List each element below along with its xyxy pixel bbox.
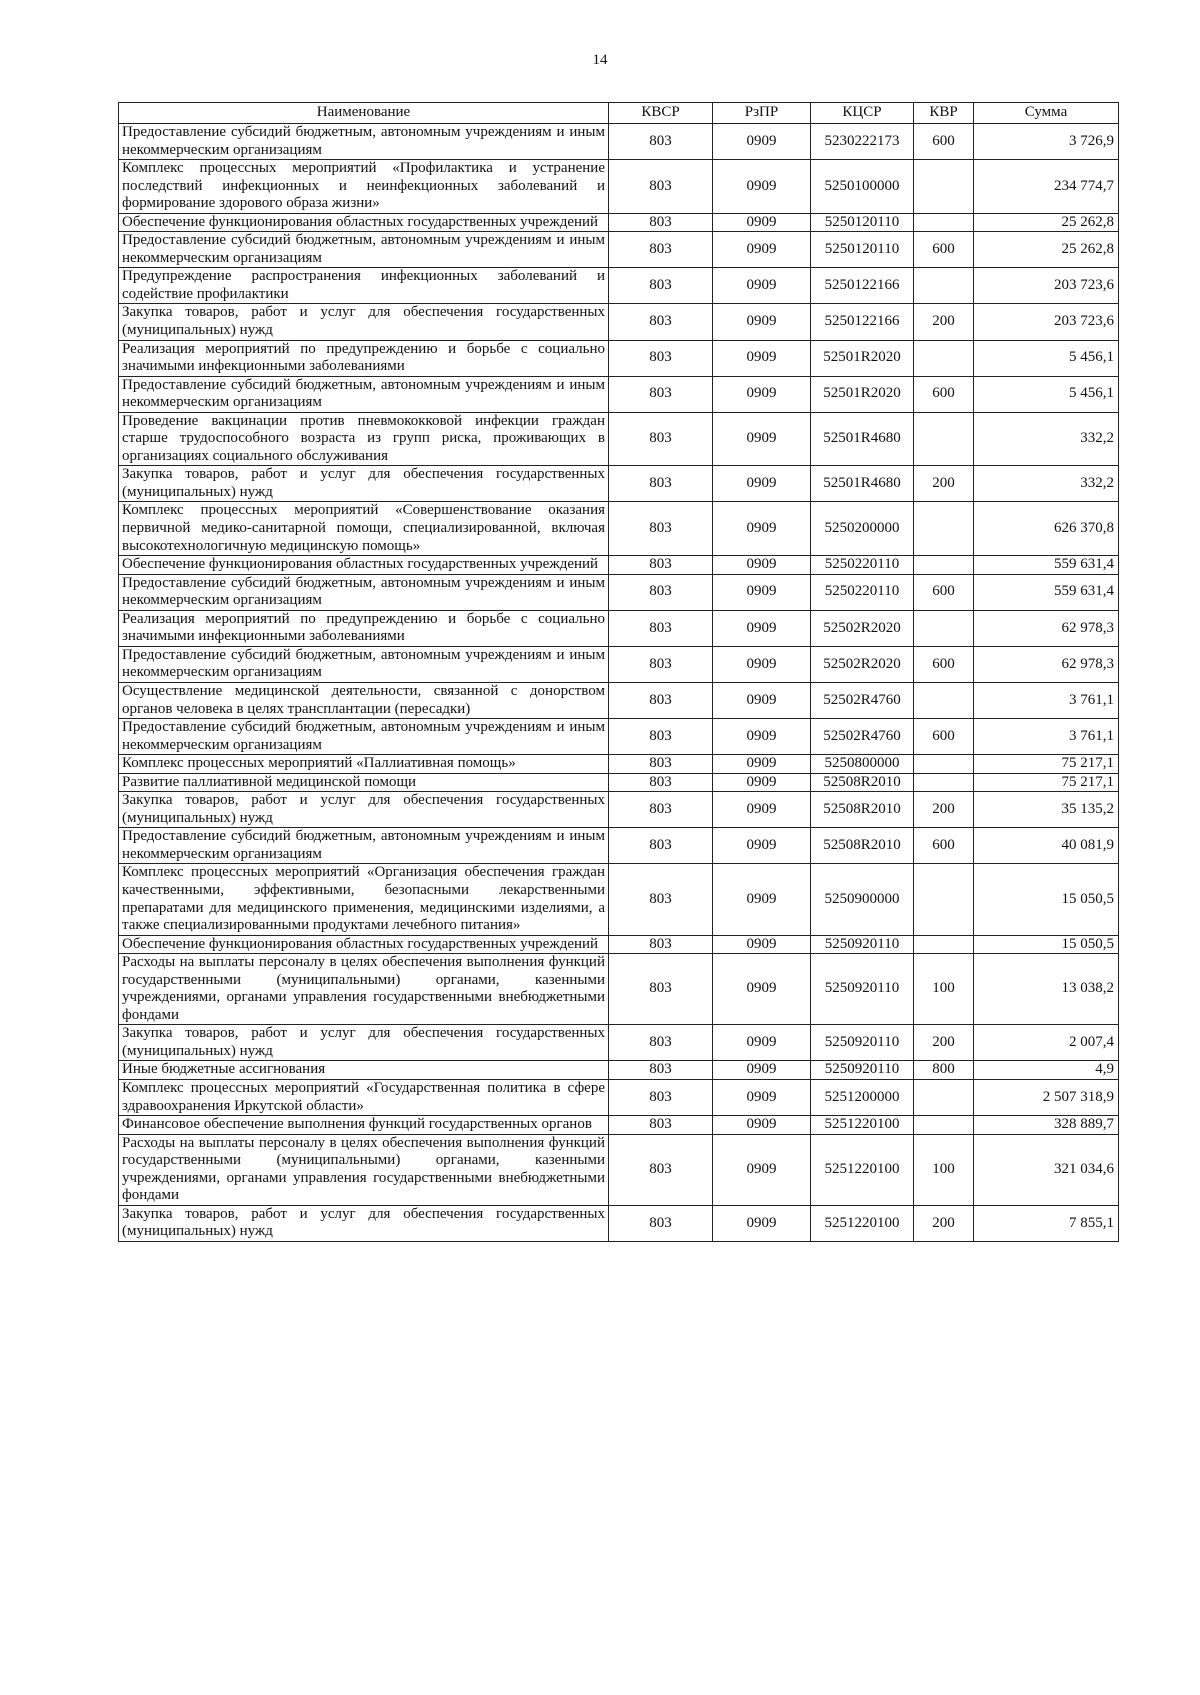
header-rzpr: РзПР (713, 103, 811, 124)
table-row (119, 954, 1119, 1025)
cell-kvsr: 803 (609, 268, 713, 304)
table-row (119, 755, 1119, 774)
header-sum: Сумма (974, 103, 1119, 124)
table-row (119, 1205, 1119, 1241)
cell-rzpr: 0909 (713, 773, 811, 792)
cell-rzpr: 0909 (713, 232, 811, 268)
cell-rzpr: 0909 (713, 864, 811, 935)
cell-kcsr: 52501R4680 (811, 412, 914, 466)
cell-kvr: 200 (914, 792, 974, 828)
header-kvsr: КВСР (609, 103, 713, 124)
cell-rzpr: 0909 (713, 160, 811, 214)
cell-rzpr: 0909 (713, 1079, 811, 1115)
table-row (119, 340, 1119, 376)
cell-rzpr: 0909 (713, 376, 811, 412)
cell-kvsr: 803 (609, 646, 713, 682)
cell-kcsr: 52508R2010 (811, 828, 914, 864)
cell-kvsr: 803 (609, 376, 713, 412)
cell-name: Обеспечение функционирования областных государственных учреждений (119, 213, 609, 232)
cell-kvr: 200 (914, 466, 974, 502)
cell-sum: 2 007,4 (974, 1025, 1119, 1061)
cell-sum: 328 889,7 (974, 1116, 1119, 1135)
cell-kvsr: 803 (609, 682, 713, 718)
cell-kcsr: 52502R2020 (811, 646, 914, 682)
cell-name: Предупреждение распространения инфекционных заболеваний и содействие профилактики (119, 268, 609, 304)
cell-rzpr: 0909 (713, 1134, 811, 1205)
cell-kcsr: 5250120110 (811, 232, 914, 268)
cell-name: Комплекс процессных мероприятий «Государственная политика в сфере здравоохранения Иркутской области» (119, 1079, 609, 1115)
cell-name: Обеспечение функционирования областных государственных учреждений (119, 556, 609, 575)
cell-kvsr: 803 (609, 160, 713, 214)
cell-kvr: 600 (914, 574, 974, 610)
cell-rzpr: 0909 (713, 340, 811, 376)
cell-kvsr: 803 (609, 1061, 713, 1080)
cell-name: Комплекс процессных мероприятий «Совершенствование оказания первичной медико-санитарной помощи, специализированной, включая высокотехнологичную медицинскую помощь» (119, 502, 609, 556)
table-row (119, 466, 1119, 502)
cell-name: Развитие паллиативной медицинской помощи (119, 773, 609, 792)
table-header-row (119, 103, 1119, 124)
cell-sum: 626 370,8 (974, 502, 1119, 556)
cell-sum: 3 761,1 (974, 719, 1119, 755)
cell-rzpr: 0909 (713, 574, 811, 610)
table-row (119, 1134, 1119, 1205)
cell-kvr (914, 556, 974, 575)
cell-name: Расходы на выплаты персоналу в целях обеспечения выполнения функций государственными (муниципальными) органами, казенными учреждениями, органами управления государственными внебюджетными фондами (119, 954, 609, 1025)
cell-kcsr: 5250920110 (811, 1061, 914, 1080)
table-row (119, 935, 1119, 954)
cell-kvsr: 803 (609, 466, 713, 502)
cell-kvsr: 803 (609, 1025, 713, 1061)
cell-name: Закупка товаров, работ и услуг для обеспечения государственных (муниципальных) нужд (119, 1025, 609, 1061)
cell-name: Закупка товаров, работ и услуг для обеспечения государственных (муниципальных) нужд (119, 466, 609, 502)
cell-sum: 559 631,4 (974, 556, 1119, 575)
cell-sum: 3 726,9 (974, 124, 1119, 160)
table-row (119, 1025, 1119, 1061)
cell-kcsr: 52508R2010 (811, 773, 914, 792)
cell-sum: 559 631,4 (974, 574, 1119, 610)
cell-kcsr: 5250900000 (811, 864, 914, 935)
cell-rzpr: 0909 (713, 646, 811, 682)
table-row (119, 502, 1119, 556)
cell-kcsr: 52501R2020 (811, 340, 914, 376)
cell-name: Иные бюджетные ассигнования (119, 1061, 609, 1080)
cell-kvsr: 803 (609, 412, 713, 466)
cell-kcsr: 52508R2010 (811, 792, 914, 828)
cell-name: Предоставление субсидий бюджетным, автономным учреждениям и иным некоммерческим организациям (119, 828, 609, 864)
table-row (119, 124, 1119, 160)
cell-name: Предоставление субсидий бюджетным, автономным учреждениям и иным некоммерческим организациям (119, 646, 609, 682)
cell-kvr (914, 935, 974, 954)
cell-kcsr: 52502R2020 (811, 610, 914, 646)
cell-kvr (914, 773, 974, 792)
table-row (119, 682, 1119, 718)
cell-kvr: 600 (914, 376, 974, 412)
page-number: 14 (592, 52, 608, 68)
cell-kvsr: 803 (609, 232, 713, 268)
table-row (119, 864, 1119, 935)
cell-kvsr: 803 (609, 1205, 713, 1241)
cell-kvsr: 803 (609, 556, 713, 575)
cell-rzpr: 0909 (713, 412, 811, 466)
table-row (119, 719, 1119, 755)
cell-sum: 7 855,1 (974, 1205, 1119, 1241)
table-row (119, 1061, 1119, 1080)
cell-kcsr: 5251220100 (811, 1116, 914, 1135)
cell-sum: 75 217,1 (974, 773, 1119, 792)
cell-rzpr: 0909 (713, 1025, 811, 1061)
cell-kvr (914, 682, 974, 718)
cell-kvr (914, 1079, 974, 1115)
cell-name: Предоставление субсидий бюджетным, автономным учреждениям и иным некоммерческим организациям (119, 719, 609, 755)
header-name: Наименование (119, 103, 609, 124)
cell-kcsr: 5250220110 (811, 556, 914, 575)
cell-kvr (914, 755, 974, 774)
budget-table (118, 102, 1119, 1242)
cell-rzpr: 0909 (713, 719, 811, 755)
table-body (119, 124, 1119, 1242)
table-row (119, 160, 1119, 214)
cell-rzpr: 0909 (713, 466, 811, 502)
cell-kvsr: 803 (609, 828, 713, 864)
cell-rzpr: 0909 (713, 304, 811, 340)
cell-kvsr: 803 (609, 792, 713, 828)
cell-sum: 332,2 (974, 412, 1119, 466)
table-row (119, 556, 1119, 575)
cell-kvsr: 803 (609, 1116, 713, 1135)
cell-sum: 75 217,1 (974, 755, 1119, 774)
cell-kvr: 600 (914, 232, 974, 268)
cell-kcsr: 5250920110 (811, 954, 914, 1025)
cell-kvr: 100 (914, 1134, 974, 1205)
cell-rzpr: 0909 (713, 755, 811, 774)
cell-sum: 234 774,7 (974, 160, 1119, 214)
cell-kcsr: 52501R4680 (811, 466, 914, 502)
cell-name: Расходы на выплаты персоналу в целях обеспечения выполнения функций государственными (муниципальными) органами, казенными учреждениями, органами управления государственными внебюджетными фондами (119, 1134, 609, 1205)
cell-kvr: 600 (914, 828, 974, 864)
cell-sum: 25 262,8 (974, 232, 1119, 268)
cell-kvr (914, 502, 974, 556)
table-row (119, 1079, 1119, 1115)
cell-kcsr: 5250800000 (811, 755, 914, 774)
cell-name: Реализация мероприятий по предупреждению и борьбе с социально значимыми инфекционными заболеваниями (119, 340, 609, 376)
cell-kvsr: 803 (609, 719, 713, 755)
table-row (119, 828, 1119, 864)
cell-kcsr: 5250200000 (811, 502, 914, 556)
cell-sum: 35 135,2 (974, 792, 1119, 828)
cell-sum: 15 050,5 (974, 935, 1119, 954)
cell-kcsr: 5250100000 (811, 160, 914, 214)
cell-kvr: 600 (914, 124, 974, 160)
cell-kvr: 200 (914, 304, 974, 340)
cell-rzpr: 0909 (713, 1061, 811, 1080)
cell-rzpr: 0909 (713, 268, 811, 304)
cell-rzpr: 0909 (713, 935, 811, 954)
cell-kvr (914, 864, 974, 935)
cell-sum: 321 034,6 (974, 1134, 1119, 1205)
table-row (119, 574, 1119, 610)
cell-name: Закупка товаров, работ и услуг для обеспечения государственных (муниципальных) нужд (119, 304, 609, 340)
cell-kvsr: 803 (609, 610, 713, 646)
cell-kvsr: 803 (609, 864, 713, 935)
table-row (119, 792, 1119, 828)
cell-kvsr: 803 (609, 773, 713, 792)
cell-kvsr: 803 (609, 574, 713, 610)
cell-kvr (914, 268, 974, 304)
cell-rzpr: 0909 (713, 828, 811, 864)
cell-kcsr: 5250120110 (811, 213, 914, 232)
cell-name: Комплекс процессных мероприятий «Профилактика и устранение последствий инфекционных и неинфекционных заболеваний и формирование здорового образа жизни» (119, 160, 609, 214)
table-row (119, 646, 1119, 682)
header-kvr: КВР (914, 103, 974, 124)
cell-sum: 62 978,3 (974, 610, 1119, 646)
cell-kvsr: 803 (609, 1079, 713, 1115)
cell-kvr: 600 (914, 646, 974, 682)
cell-kcsr: 5230222173 (811, 124, 914, 160)
cell-kvr (914, 610, 974, 646)
cell-rzpr: 0909 (713, 213, 811, 232)
cell-kvr (914, 160, 974, 214)
cell-kvr (914, 340, 974, 376)
cell-name: Закупка товаров, работ и услуг для обеспечения государственных (муниципальных) нужд (119, 1205, 609, 1241)
cell-kcsr: 5250122166 (811, 304, 914, 340)
cell-name: Предоставление субсидий бюджетным, автономным учреждениям и иным некоммерческим организациям (119, 232, 609, 268)
cell-name: Проведение вакцинации против пневмококковой инфекции граждан старше трудоспособного возраста из групп риска, проживающих в организациях социального обслуживания (119, 412, 609, 466)
cell-kvr: 100 (914, 954, 974, 1025)
cell-kvr (914, 412, 974, 466)
header-kcsr: КЦСР (811, 103, 914, 124)
table-row (119, 412, 1119, 466)
cell-rzpr: 0909 (713, 502, 811, 556)
cell-kvr: 600 (914, 719, 974, 755)
cell-kcsr: 5251200000 (811, 1079, 914, 1115)
cell-sum: 40 081,9 (974, 828, 1119, 864)
cell-sum: 2 507 318,9 (974, 1079, 1119, 1115)
cell-kvsr: 803 (609, 340, 713, 376)
cell-rzpr: 0909 (713, 610, 811, 646)
cell-sum: 13 038,2 (974, 954, 1119, 1025)
cell-sum: 15 050,5 (974, 864, 1119, 935)
cell-kvsr: 803 (609, 304, 713, 340)
cell-kvr (914, 213, 974, 232)
cell-rzpr: 0909 (713, 682, 811, 718)
cell-kcsr: 5251220100 (811, 1134, 914, 1205)
cell-sum: 203 723,6 (974, 304, 1119, 340)
cell-kcsr: 5251220100 (811, 1205, 914, 1241)
cell-kvsr: 803 (609, 935, 713, 954)
table-row (119, 376, 1119, 412)
cell-kvr: 800 (914, 1061, 974, 1080)
cell-kcsr: 52502R4760 (811, 719, 914, 755)
cell-sum: 5 456,1 (974, 376, 1119, 412)
cell-name: Комплекс процессных мероприятий «Организация обеспечения граждан качественными, эффективными, безопасными лекарственными препаратами для медицинского применения, медицинскими изделиями, а также специализированными продуктами лечебного питания» (119, 864, 609, 935)
cell-kcsr: 5250920110 (811, 1025, 914, 1061)
cell-name: Предоставление субсидий бюджетным, автономным учреждениям и иным некоммерческим организациям (119, 124, 609, 160)
cell-kcsr: 52502R4760 (811, 682, 914, 718)
cell-sum: 332,2 (974, 466, 1119, 502)
cell-sum: 3 761,1 (974, 682, 1119, 718)
cell-kvsr: 803 (609, 954, 713, 1025)
cell-kcsr: 5250122166 (811, 268, 914, 304)
cell-sum: 62 978,3 (974, 646, 1119, 682)
cell-kcsr: 5250920110 (811, 935, 914, 954)
cell-rzpr: 0909 (713, 556, 811, 575)
cell-kvsr: 803 (609, 1134, 713, 1205)
table-row (119, 232, 1119, 268)
cell-sum: 203 723,6 (974, 268, 1119, 304)
table-row (119, 773, 1119, 792)
cell-name: Финансовое обеспечение выполнения функций государственных органов (119, 1116, 609, 1135)
cell-sum: 25 262,8 (974, 213, 1119, 232)
cell-kcsr: 52501R2020 (811, 376, 914, 412)
cell-name: Обеспечение функционирования областных государственных учреждений (119, 935, 609, 954)
cell-rzpr: 0909 (713, 1205, 811, 1241)
cell-kvr (914, 1116, 974, 1135)
table-row (119, 213, 1119, 232)
cell-rzpr: 0909 (713, 954, 811, 1025)
cell-rzpr: 0909 (713, 124, 811, 160)
cell-kvsr: 803 (609, 502, 713, 556)
table-row (119, 1116, 1119, 1135)
cell-name: Предоставление субсидий бюджетным, автономным учреждениям и иным некоммерческим организациям (119, 574, 609, 610)
table-row (119, 304, 1119, 340)
cell-kvr: 200 (914, 1205, 974, 1241)
cell-name: Закупка товаров, работ и услуг для обеспечения государственных (муниципальных) нужд (119, 792, 609, 828)
table-row (119, 610, 1119, 646)
table-row (119, 268, 1119, 304)
cell-kvsr: 803 (609, 755, 713, 774)
cell-sum: 4,9 (974, 1061, 1119, 1080)
cell-kvsr: 803 (609, 124, 713, 160)
cell-rzpr: 0909 (713, 792, 811, 828)
cell-kvsr: 803 (609, 213, 713, 232)
cell-name: Реализация мероприятий по предупреждению и борьбе с социально значимыми инфекционными заболеваниями (119, 610, 609, 646)
cell-name: Предоставление субсидий бюджетным, автономным учреждениям и иным некоммерческим организациям (119, 376, 609, 412)
cell-sum: 5 456,1 (974, 340, 1119, 376)
cell-kvr: 200 (914, 1025, 974, 1061)
cell-rzpr: 0909 (713, 1116, 811, 1135)
cell-name: Комплекс процессных мероприятий «Паллиативная помощь» (119, 755, 609, 774)
cell-kcsr: 5250220110 (811, 574, 914, 610)
cell-name: Осуществление медицинской деятельности, связанной с донорством органов человека в целях трансплантации (пересадки) (119, 682, 609, 718)
